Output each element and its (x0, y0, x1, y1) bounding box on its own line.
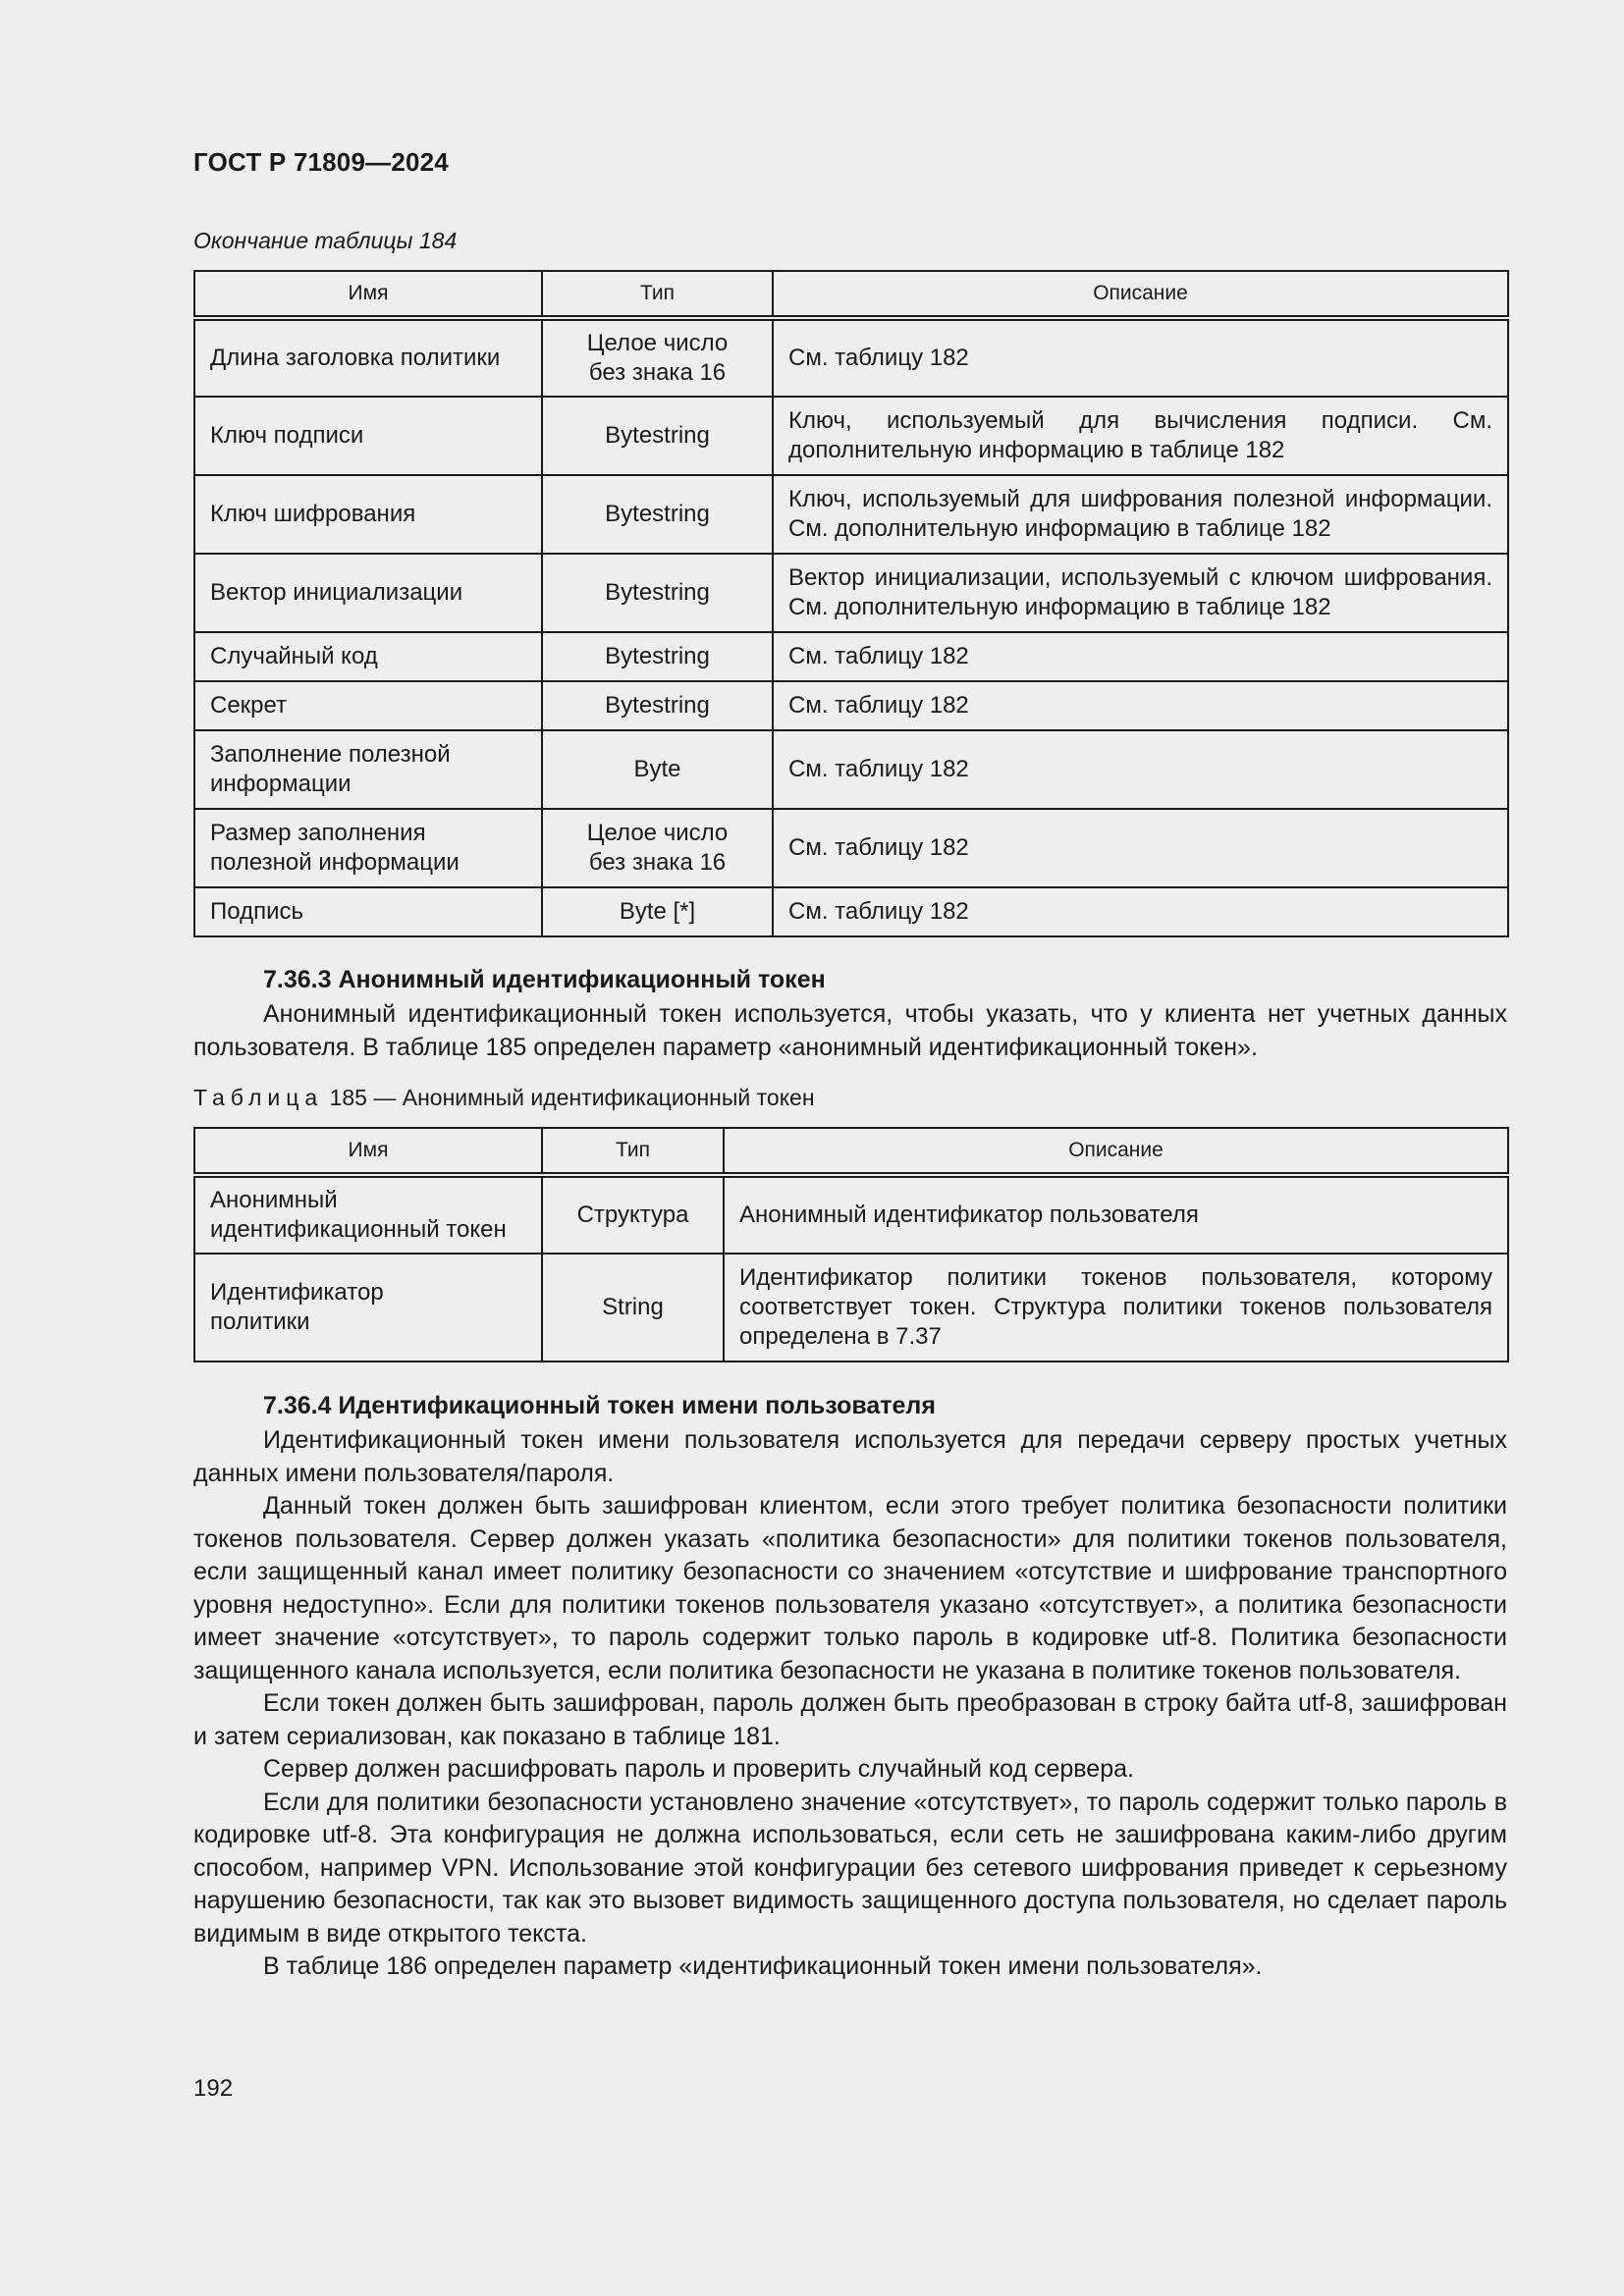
cell-name: Подпись (194, 887, 542, 936)
table-row (194, 632, 1508, 681)
table-row (194, 809, 1508, 887)
cell-type: Целое число без знака 16 (542, 318, 773, 397)
table-row (194, 318, 1508, 397)
table-header-row (194, 271, 1508, 318)
cell-description: См. таблицу 182 (773, 809, 1508, 887)
cell-name: Длина заголовка политики (194, 318, 542, 397)
column-header-description: Описание (773, 271, 1508, 318)
paragraph: Данный токен должен быть зашифрован клиентом, если этого требует политика безопасности политики токенов пользователя. Сервер должен указать «политика безопасности» для политики токенов пользователя, если защищенный канал имеет политику безопасности со значением «отсутствие и шифрование транспортного уровня недоступно». Если для политики токенов пользователя указано «отсутствует», а политика безопасности имеет значение «отсутствует», то пароль содержит только пароль в кодировке utf-8. Политика безопасности защищенного канала используется, если политика безопасности не указана в политике токенов пользователя. (193, 1492, 1507, 1684)
cell-type: Bytestring (542, 475, 773, 554)
table-header-row (194, 1128, 1508, 1175)
cell-description: Вектор инициализации, используемый с ключом шифрования. См. дополнительную информацию в таблице 182 (773, 554, 1508, 632)
table-row (194, 397, 1508, 475)
section-heading-7-36-3: 7.36.3 Анонимный идентификационный токен (263, 966, 826, 993)
page-number: 192 (193, 2075, 234, 2102)
paragraph: Если для политики безопасности установлено значение «отсутствует», то пароль содержит только пароль в кодировке utf-8. Эта конфигурация не должна использоваться, если сеть не зашифрована каким-либо другим способом, например VPN. Использование этой конфигурации без сетевого шифрования приведет к серьезному нарушению безопасности, так как это вызовет видимость защищенного доступа пользователя, но сделает пароль видимым в виде открытого текста. (193, 1788, 1507, 1948)
section-7-36-4-body (193, 1424, 1507, 1984)
cell-type: String (542, 1254, 724, 1362)
table-row (194, 554, 1508, 632)
cell-name: Секрет (194, 681, 542, 730)
document-header: ГОСТ Р 71809—2024 (193, 147, 449, 177)
paragraph: Если токен должен быть зашифрован, пароль должен быть преобразован в строку байта utf-8, зашифрован и затем сериализован, как показано в таблице 181. (193, 1689, 1507, 1750)
column-header-name: Имя (194, 1128, 542, 1175)
cell-type: Byte [*] (542, 887, 773, 936)
table-caption-word: Таблица (193, 1085, 324, 1110)
cell-name: Вектор инициализации (194, 554, 542, 632)
cell-name: Заполнение полезной информации (194, 730, 542, 809)
table-185 (193, 1127, 1509, 1362)
table-row (194, 730, 1508, 809)
cell-type: Bytestring (542, 681, 773, 730)
paragraph: В таблице 186 определен параметр «идентификационный токен имени пользователя». (263, 1952, 1263, 1980)
table-row (194, 887, 1508, 936)
table-184-caption: Окончание таблицы 184 (193, 228, 458, 253)
cell-type: Структура (542, 1175, 724, 1254)
cell-name: Ключ шифрования (194, 475, 542, 554)
cell-description: Идентификатор политики токенов пользователя, которому соответствует токен. Структура политики токенов пользователя определена в 7.37 (724, 1254, 1508, 1362)
cell-description: См. таблицу 182 (773, 681, 1508, 730)
cell-type: Целое число без знака 16 (542, 809, 773, 887)
section-heading-7-36-4: 7.36.4 Идентификационный токен имени пользователя (263, 1392, 936, 1419)
column-header-type: Тип (542, 1128, 724, 1175)
table-184 (193, 270, 1509, 937)
column-header-type: Тип (542, 271, 773, 318)
cell-name: Случайный код (194, 632, 542, 681)
table-caption-text: 185 — Анонимный идентификационный токен (329, 1085, 815, 1110)
cell-name: Размер заполнения полезной информации (194, 809, 542, 887)
table-row (194, 1175, 1508, 1254)
cell-type: Bytestring (542, 554, 773, 632)
table-row (194, 475, 1508, 554)
cell-description: См. таблицу 182 (773, 887, 1508, 936)
column-header-description: Описание (724, 1128, 1508, 1175)
paragraph: Анонимный идентификационный токен используется, чтобы указать, что у клиента нет учетных данных пользователя. В таблице 185 определен параметр «анонимный идентификационный токен». (193, 1000, 1507, 1061)
cell-name: Анонимный идентификационный токен (194, 1175, 542, 1254)
cell-description: См. таблицу 182 (773, 632, 1508, 681)
column-header-name: Имя (194, 271, 542, 318)
cell-description: Ключ, используемый для вычисления подписи. См. дополнительную информацию в таблице 182 (773, 397, 1508, 475)
table-row (194, 1254, 1508, 1362)
cell-description: Ключ, используемый для шифрования полезной информации. См. дополнительную информацию в таблице 182 (773, 475, 1508, 554)
cell-name: Ключ подписи (194, 397, 542, 475)
cell-description: См. таблицу 182 (773, 318, 1508, 397)
cell-description: См. таблицу 182 (773, 730, 1508, 809)
cell-description: Анонимный идентификатор пользователя (724, 1175, 1508, 1254)
paragraph: Сервер должен расшифровать пароль и проверить случайный код сервера. (263, 1755, 1134, 1783)
table-185-caption (193, 1085, 815, 1111)
section-7-36-3-body (193, 998, 1507, 1064)
cell-type: Byte (542, 730, 773, 809)
table-row (194, 681, 1508, 730)
paragraph: Идентификационный токен имени пользователя используется для передачи серверу простых учетных данных имени пользователя/пароля. (193, 1426, 1507, 1487)
cell-type: Bytestring (542, 632, 773, 681)
cell-type: Bytestring (542, 397, 773, 475)
cell-name: Идентификатор политики (194, 1254, 542, 1362)
